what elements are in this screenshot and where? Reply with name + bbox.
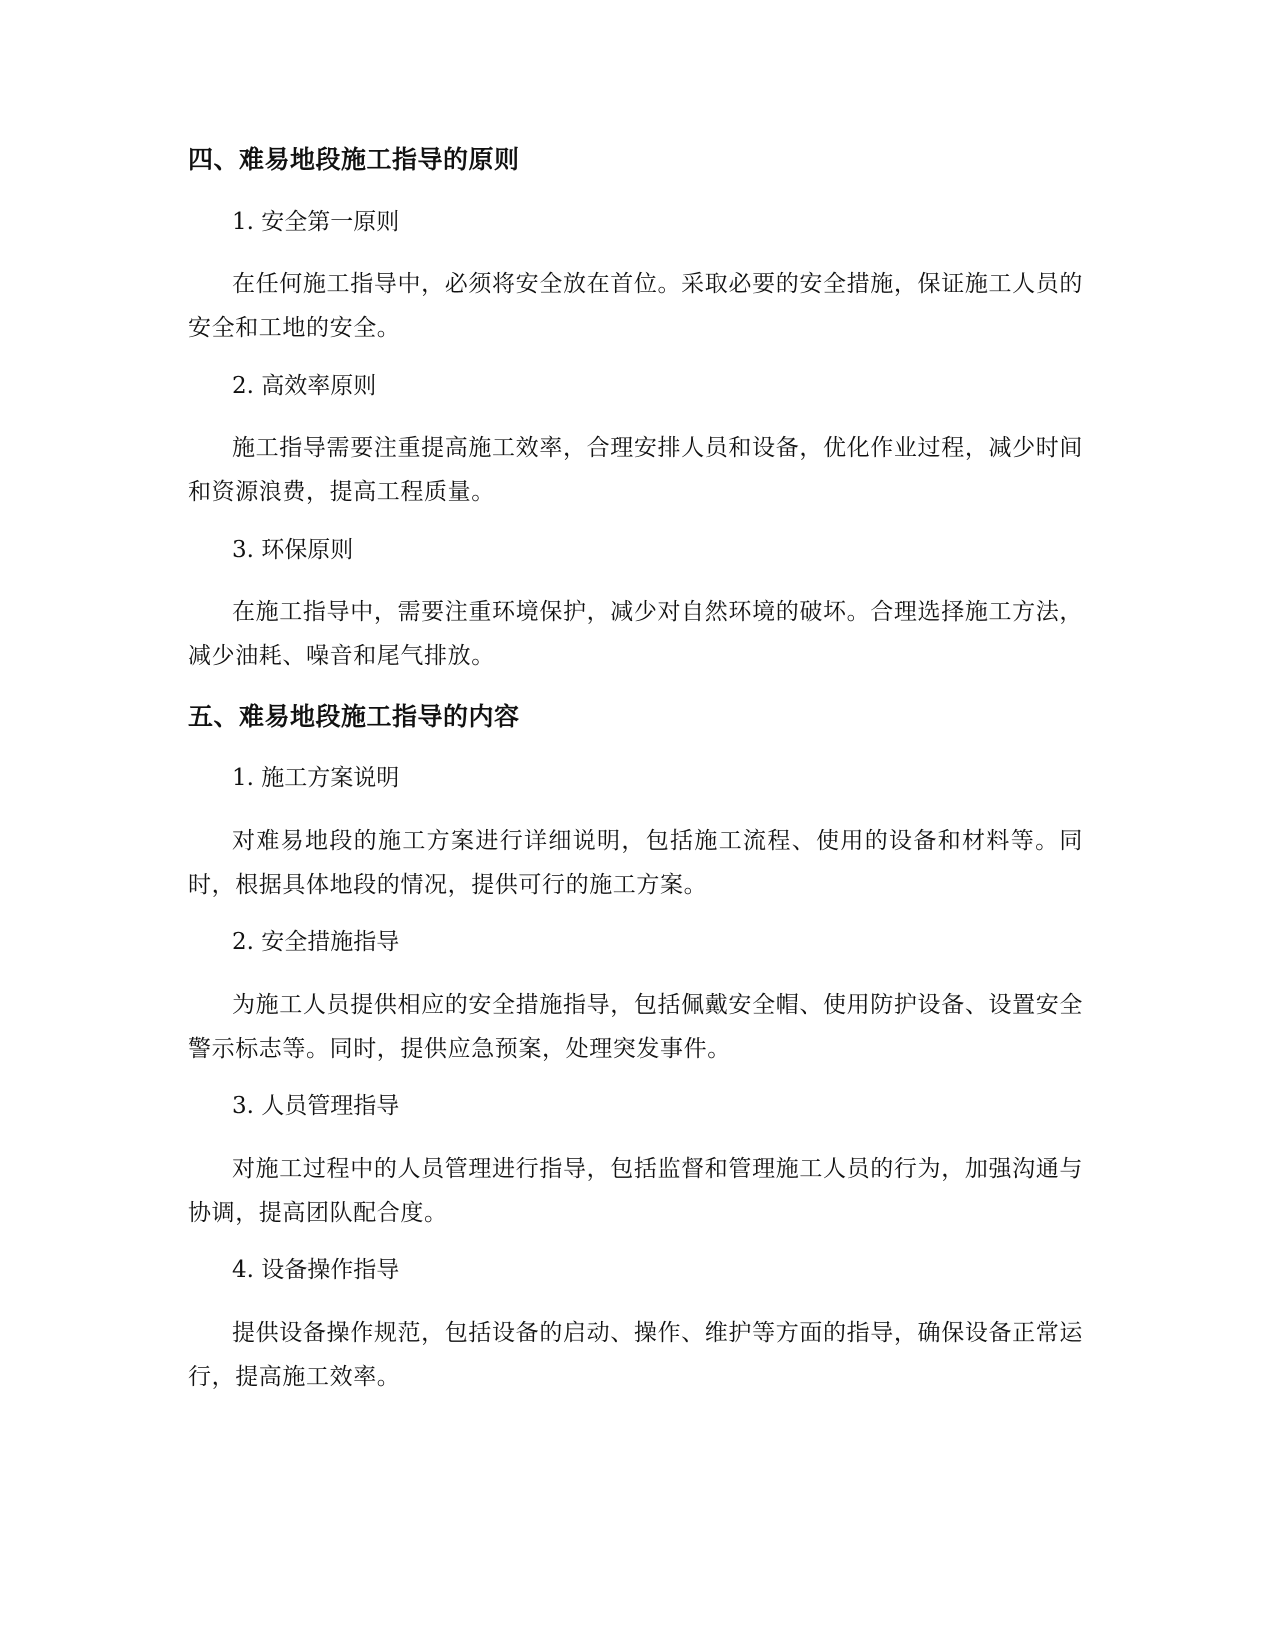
section-heading-content: 五、难易地段施工指导的内容	[188, 702, 520, 731]
item-title-safety-measures: 2. 安全措施指导	[232, 929, 400, 955]
paragraph-environment: 在施工指导中，需要注重环境保护，减少对自然环境的破坏。合理选择施工方法，减少油耗、噪音和尾气排放。	[188, 599, 1083, 669]
paragraph-construction-plan: 对难易地段的施工方案进行详细说明，包括施工流程、使用的设备和材料等。同时，根据具体地段的情况，提供可行的施工方案。	[188, 828, 1083, 898]
item-title-efficiency: 2. 高效率原则	[232, 373, 377, 399]
section-heading-principles: 四、难易地段施工指导的原则	[188, 145, 520, 174]
item-title-safety-first: 1. 安全第一原则	[232, 209, 400, 235]
paragraph-safety-first: 在任何施工指导中，必须将安全放在首位。采取必要的安全措施，保证施工人员的安全和工地的安全。	[188, 271, 1083, 341]
paragraph-safety-measures: 为施工人员提供相应的安全措施指导，包括佩戴安全帽、使用防护设备、设置安全警示标志等。同时，提供应急预案，处理突发事件。	[188, 992, 1083, 1062]
item-title-construction-plan: 1. 施工方案说明	[232, 765, 400, 791]
paragraph-equipment-operation: 提供设备操作规范，包括设备的启动、操作、维护等方面的指导，确保设备正常运行，提高施工效率。	[188, 1320, 1083, 1390]
item-title-equipment-operation: 4. 设备操作指导	[232, 1257, 400, 1283]
paragraph-personnel-management: 对施工过程中的人员管理进行指导，包括监督和管理施工人员的行为，加强沟通与协调，提高团队配合度。	[188, 1156, 1083, 1226]
item-title-environment: 3. 环保原则	[232, 537, 354, 563]
item-title-personnel-management: 3. 人员管理指导	[232, 1093, 400, 1119]
paragraph-efficiency: 施工指导需要注重提高施工效率，合理安排人员和设备，优化作业过程，减少时间和资源浪费，提高工程质量。	[188, 435, 1083, 505]
